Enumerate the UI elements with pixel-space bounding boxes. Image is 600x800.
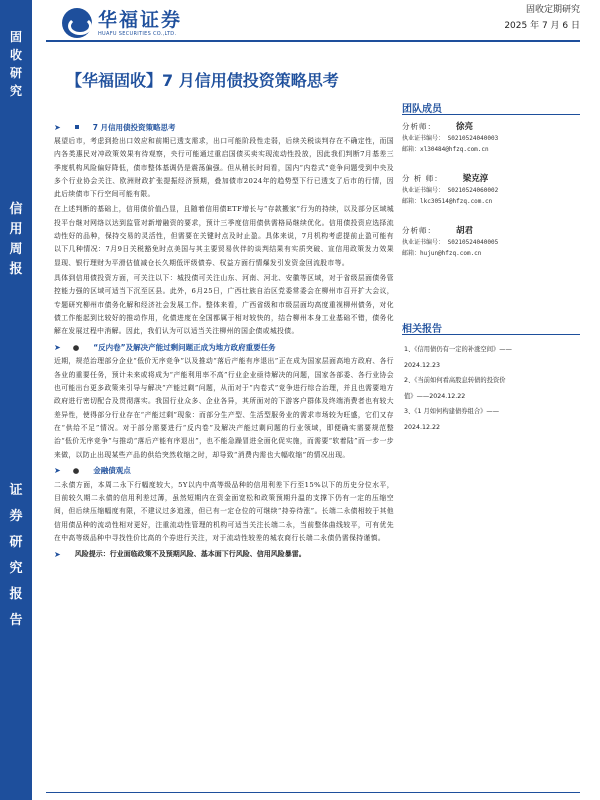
sidebar-char: 研 (9, 66, 22, 80)
report-date: 2025 年 7 月 6 日 (504, 21, 580, 31)
sidebar-bottom-label (0, 478, 32, 634)
paragraph: 展望后市，考虑到抢出口效应和前期已透支需求，出口可能阶段性走弱，后续关税谈判存在不确定性，而国内各类惠民对冲政策效果有待观察，央行可能通过重启国债买卖实现流动性投放，因此我们判断7月基差三季度机构风险偏好降低，债市整体基调仍是震荡偏强。但从稍长时间看，国内“内卷式”竞争问题受到中央及多个行业协会关注、欧洲财政扩张提振经济预期，叠加债市2024年的趋势型下行已透支了后市的行情，因此后续债市下行空间可能有限。 (54, 137, 394, 199)
sidebar-char: 用 (9, 222, 23, 237)
analyst-cert: 执业证书编号： S0210524060002 (402, 187, 499, 194)
related-report-date: 2024.12.23 (404, 361, 441, 369)
analyst-email[interactable]: 邮箱：hujun@hfzq.com.cn (402, 249, 482, 257)
analyst-card: 分析师： 胡君 执业证书编号： S0210524040005 邮箱：hujun@hfzq.com.cn (402, 224, 582, 276)
footer-divider (46, 792, 580, 793)
analyst-list (402, 120, 582, 276)
section-heading: ➤ ● “反内卷”及解决产能过剩问题正成为地方政府重要任务 (54, 342, 276, 352)
related-reports-list (404, 342, 584, 435)
sidebar-char: 报 (9, 587, 23, 602)
risk-warning: ➤ 风险提示：行业面临政策不及预期风险、基本面下行风险、信用风险暴雷。 (54, 549, 306, 559)
logo-mark-icon (62, 8, 92, 38)
logo-name-en: HUAFU SECURITIES CO.,LTD. (98, 31, 177, 37)
related-report-link[interactable]: 2、《当前如何看高股息转债的投资价 (404, 377, 506, 384)
report-title: 【华福固收】7 月信用债投资策略思考 (66, 71, 339, 90)
sidebar-char: 信 (9, 202, 23, 217)
analyst-email[interactable]: 邮箱：xl30484@hfzq.com.cn (402, 145, 489, 153)
company-logo (62, 6, 182, 40)
square-bullet-icon (75, 125, 79, 129)
arrow-icon: ➤ (54, 342, 61, 352)
header-divider (46, 40, 580, 42)
arrow-icon: ➤ (54, 549, 61, 559)
sidebar (0, 0, 32, 800)
paragraph: 在上述判断的基础上，信用债价值凸显，且随着信用债ETF增长与“存款搬家”行为的持续，以及部分区域城投平台继对网络以达到监管对新增融资的要求，预计三季度信用债供需格局继续优化。信用债投资应选择流动性好的品种，保持交易的灵活性，但需要在关键时点及时止盈。具体来说，7月机构考虑提前止盈可能有以下几种情况：7月9日关税豁免时点美国与其主要贸易伙伴的谈判结果有实质突破、宣信用政策发力效果显现、银行理财为平滑估值减仓长久期低评级债券、权益方面行情爆发引发资金回流股市等。 (54, 205, 394, 267)
section-heading: ➤ 7 月信用债投资策略思考 (54, 122, 176, 132)
related-divider (402, 334, 580, 335)
related-report-link[interactable]: 1、《信用债仍有一定的补涨空间》—— (404, 346, 512, 353)
paragraph: 近期，规范治理部分企业“低价无序竞争”以及推动“落后产能有序退出”正在成为国家层面高地方政府、各行各业的重要任务，预计未来或将成为“产能利用率不高”行业企业亟待解决的问题，国家各部委、各行业协会也可能出台更多政策来引导与解决“产能过剩”问题，从而对于“内卷式”竞争进行综合治理，并且也需要地方政府进行密切配合及贯彻落实。我国行业众多、企业各异，其所面对的下游客户群体及终端消费者也有较大差异性，使得部分行业存在“产能过剩”现象：而部分生产型、生活型服务业的需求市场较为旺盛，它们又存在“供给不足”情况。对于部分需要进行“反内卷”及解决产能过剩问题的行业领域，即便确实需要规范整治“低价无序竞争”与推动“落后产能有序退出”，也不能急躁冒进全面化促实施，而需要“软着陆”而一步一步来做，以防止出现某些产品的供给突然收缩之时，却导致“消费内需也大幅收缩”的情况出现。 (54, 357, 394, 459)
related-report-link[interactable]: 3、《1 月如何构建债券组合》—— (404, 408, 500, 415)
related-report-date: 值》——2024.12.22 (404, 392, 466, 400)
logo-name-cn: 华福证券 (98, 9, 183, 31)
arrow-icon: ➤ (54, 122, 61, 132)
report-type: 固收定期研究 (525, 5, 580, 15)
dot-bullet-icon: ● (72, 342, 80, 352)
sidebar-char: 报 (9, 262, 23, 277)
dot-bullet-icon: ● (72, 466, 80, 476)
section-heading: ➤ ● 金融债观点 (54, 466, 131, 476)
sidebar-char: 券 (9, 509, 23, 524)
sidebar-char: 究 (9, 84, 22, 98)
sidebar-mid-label (0, 200, 32, 280)
analyst-cert: 执业证书编号： S0210524040005 (402, 239, 499, 246)
analyst-email[interactable]: 邮箱：lkc30514@hfzq.com.cn (402, 197, 493, 205)
related-reports-title: 相关报告 (402, 324, 442, 335)
analyst-name: 梁克淳 (462, 174, 489, 184)
sidebar-char: 证 (9, 483, 23, 498)
analyst-cert: 执业证书编号： S0210524040003 (402, 135, 499, 142)
analyst-card: 分 析 师： 梁克淳 执业证书编号： S0210524060002 邮箱：lkc30514@hfzq.com.cn (402, 172, 582, 224)
paragraph: 具体到信用债投资方面，可关注以下：城投债可关注山东、河南、河北、安徽等区域，对于省级层面债务管控能力强的区域可适当下沉至区县。此外，6月25日，广西壮族自治区党委常委会在柳州市召开扩大会议，专题研究柳州市债务化解和经济社会发展工作。整体来看，广西省级和市级层面均高度重视柳州债务，对化债工作能起到比较好的推动作用，化债进度在全国都属于相对较快的，结合柳州本身工业基础不错，债务化解在发展过程中消解。因此，我们认为可以适当关注柳州的国企债或城投债。 (54, 273, 394, 336)
sidebar-char: 告 (9, 613, 23, 628)
sidebar-char: 固 (9, 30, 22, 44)
analyst-name: 胡君 (456, 226, 474, 236)
sidebar-char: 周 (9, 242, 23, 257)
main-content (54, 120, 394, 800)
team-divider (402, 114, 580, 115)
header-info (504, 2, 580, 34)
sidebar-top-label (0, 28, 32, 100)
sidebar-char: 究 (9, 561, 23, 576)
analyst-name: 徐亮 (456, 122, 474, 132)
related-report-date: 2024.12.22 (404, 423, 441, 431)
analyst-card: 分析师： 徐亮 执业证书编号： S0210524040003 邮箱：xl30484@hfzq.com.cn (402, 120, 582, 172)
sidebar-char: 研 (9, 535, 23, 550)
arrow-icon: ➤ (54, 466, 61, 476)
paragraph: 二永债方面，本周二永下行幅度较大，5Y以内中高等级品种的信用利差下行至15%以下的历史分位水平，目前较久期二永债的信用利差过薄，虽然短期内在资金面宽松和政策预期升温的支撑下仍有一定的压缩空间，但后续压缩幅度有限，不建议过多追涨，但已有一定仓位的可继续“持券待涨”。长端二永债相较于其他信用债品种的流动性相对更好，注重流动性管理的机构可适当关注长端二永，当前整体曲线较平，可有优先在中高等级品种中寻找性价比高的个券进行关注，对于流动性较差的城农商行长端二永债仍需保持谨慎。 (54, 480, 394, 543)
team-title: 团队成员 (402, 104, 442, 115)
sidebar-char: 收 (9, 48, 22, 62)
